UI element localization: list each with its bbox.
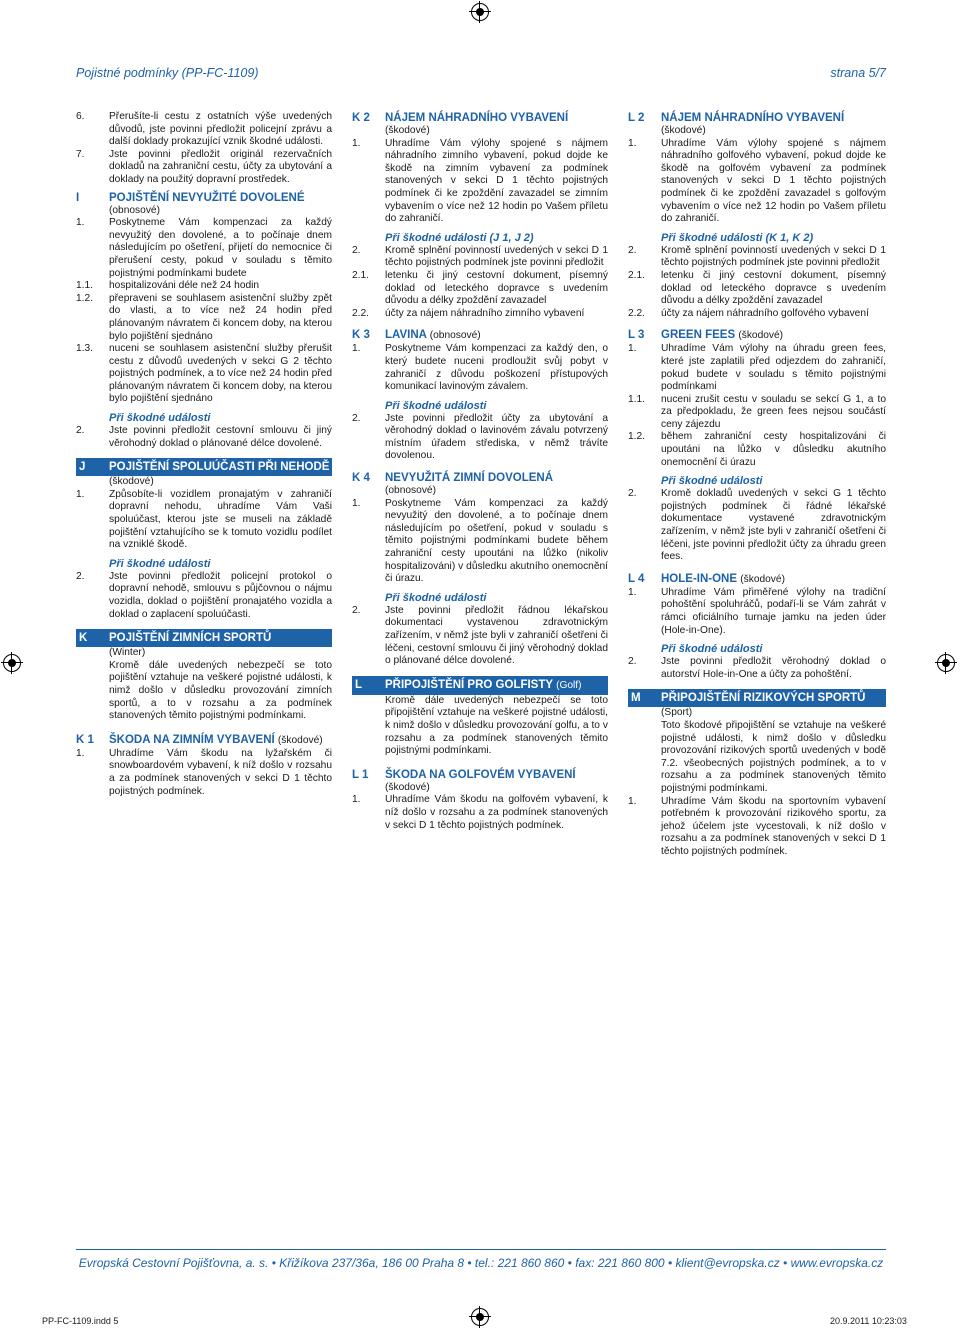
item-number: 1. — [628, 137, 637, 149]
section-l-heading — [352, 676, 608, 695]
section-title: POJIŠTĚNÍ SPOLUÚČASTI PŘI NEHODĚ — [109, 461, 330, 474]
item-text: Uhradíme Vám škodu na lyžařském či snowboardovém vybavení, k níž došlo v rozsahu a za podmínek stanovených v sekci D 1 těchto pojistných podmínek. — [109, 747, 332, 797]
claim-subheading: Při škodné události — [661, 475, 763, 488]
footer-divider — [76, 1249, 886, 1250]
list-item — [76, 571, 332, 621]
section-type: (škodové) — [661, 125, 706, 136]
item-text: Jste povinni předložit věrohodný doklad o autorství Hole-in-One a účty za pohoštění. — [661, 656, 886, 680]
numbered-list — [352, 245, 608, 321]
section-l3-heading — [628, 328, 886, 343]
item-text: nuceni zrušit cestu v souladu se sekcí G 1, a to za předpokladu, že green fees nejsou součástí ceny zájezdu — [661, 393, 886, 430]
claim-subheading: Při škodné události (J 1, J 2) — [385, 231, 534, 244]
item-text: hospitalizováni déle než 24 hodin — [109, 280, 260, 292]
numbered-list — [628, 343, 886, 469]
item-text: Kromě splnění povinností uvedených v sekci D 1 těchto pojistných podmínek jste povinni předložit — [661, 244, 886, 269]
numbered-list — [352, 413, 608, 463]
list-item — [628, 431, 886, 469]
claim-subheading: Při škodné události — [385, 591, 487, 604]
section-title: PŘIPOJIŠTĚNÍ PRO GOLFISTY — [385, 678, 553, 691]
item-number: 1. — [76, 217, 85, 229]
item-text: Uhradíme Vám výlohy na úhradu green fees, které jste zaplatili před odjezdem do zahraničí, pokud budete v souladu s těmito pojistnými podmínkami — [661, 343, 886, 393]
item-text: nuceni se souhlasem asistenční služby přerušit cestu z důvodů uvedených v sekci G 2 těchto pojistných podmínek, a to více než 24 hodin před plánovaným návratem či koncem doby, na kterou bylo pojištění sjednáno — [109, 343, 332, 405]
item-number: 1. — [628, 586, 637, 598]
section-title: LAVINA — [385, 329, 427, 342]
section-title: NÁJEM NÁHRADNÍHO VYBAVENÍ — [661, 112, 845, 124]
numbered-list — [76, 571, 332, 621]
registration-mark-right — [935, 652, 957, 674]
item-number: 1.2. — [76, 292, 93, 304]
section-type: (obnosové) — [385, 485, 436, 497]
list-item — [352, 138, 608, 226]
item-number: 1. — [628, 795, 637, 807]
section-code: L 4 — [628, 572, 645, 585]
item-text: přepraveni se souhlasem asistenční služby zpět do vlasti, a to více než 24 hodin před plánovaným návratem či koncem doby, na kterou bylo pojištění sjednáno — [109, 292, 332, 342]
item-text: Kromě splnění povinností uvedených v sekci D 1 těchto pojistných podmínek jste povinni předložit — [385, 244, 608, 269]
item-text: účty za nájem náhradního zimního vybavení — [385, 307, 585, 319]
section-intro: Toto škodové připojištění se vztahuje na veškeré pojistné události, k nimž došlo v důsledku provozování rizikových sportů uvedených v bodě 7.2. všeobecných pojistných podmínek, a to v rozsahu a za podmínek stanovených těmito pojistnými podmínkami. — [661, 719, 886, 794]
section-type: (obnosové) — [109, 204, 160, 216]
item-number: 2. — [628, 488, 637, 500]
list-item — [352, 605, 608, 668]
list-item — [76, 343, 332, 406]
section-i-heading — [76, 191, 332, 205]
item-number: 1. — [352, 497, 361, 509]
numbered-list — [628, 138, 886, 226]
item-text: Poskytneme Vám kompenzaci za každý nevyužitý den dovolené, a to počínaje dnem následujícím po ošetření, pokud v souladu s těmito pojistnými podmínkami budete během zahraniční cesty upoutáni na lůžko (nikoliv hospitalizováni) v důsledku akutního onemocnění či úrazu. — [385, 497, 608, 585]
list-item — [352, 245, 608, 270]
section-k3-heading — [352, 328, 608, 343]
list-item — [352, 343, 608, 393]
item-number: 1. — [76, 747, 85, 759]
item-number: 6. — [76, 111, 85, 122]
list-item — [352, 794, 608, 832]
section-type: (Golf) — [556, 679, 582, 691]
item-number: 2. — [352, 412, 361, 424]
list-item — [76, 149, 332, 187]
numbered-list — [352, 138, 608, 226]
item-number: 1. — [352, 794, 361, 806]
item-number: 1.1. — [76, 280, 93, 292]
list-item — [628, 656, 886, 681]
section-k4-heading — [352, 471, 608, 485]
section-code: L — [355, 678, 363, 691]
list-item — [76, 111, 332, 149]
numbered-list — [76, 217, 332, 406]
section-intro: Kromě dále uvedených nebezpečí se toto pojištění vztahuje na veškeré pojistné události, k nimž došlo v důsledku provozování zimních sportů, a to v rozsahu a za podmínek stanovených těmito pojistnými podmínkami. — [109, 659, 332, 722]
list-item — [628, 245, 886, 270]
section-code: K 4 — [352, 472, 370, 485]
list-item — [628, 796, 886, 859]
item-number: 1. — [76, 488, 85, 500]
item-number: 2.2. — [352, 307, 369, 319]
list-item — [352, 270, 608, 308]
item-number: 2. — [352, 244, 361, 256]
claim-subheading: Při škodné události — [385, 399, 487, 412]
item-text: během zahraniční cesty hospitalizováni či upoutáni na lůžko v důsledku akutního onemocnění či úrazu — [661, 431, 886, 468]
list-item — [76, 293, 332, 343]
list-item — [628, 343, 886, 393]
section-type: (škodové) — [740, 573, 785, 585]
section-code: M — [631, 692, 641, 705]
section-type: (škodové) — [385, 125, 430, 136]
section-l4-heading — [628, 572, 886, 587]
item-text: letenku či jiný cestovní dokument, písemný doklad od leteckého dopravce s uvedením důvodu a délky zpoždění zavazadel — [661, 269, 886, 307]
section-code: L 2 — [628, 112, 645, 124]
section-m-heading — [628, 689, 886, 707]
column-3 — [628, 111, 886, 859]
section-code: K 3 — [352, 329, 370, 342]
numbered-list — [352, 343, 608, 393]
numbered-list — [352, 498, 608, 586]
list-item — [628, 488, 886, 564]
list-item — [628, 308, 886, 321]
section-title: POJIŠTĚNÍ ZIMNÍCH SPORTŮ — [109, 632, 272, 645]
column-2 — [352, 111, 608, 832]
numbered-list — [628, 488, 886, 564]
item-number: 2.1. — [628, 269, 645, 281]
numbered-list — [628, 587, 886, 637]
item-text: Jste povinni předložit účty za ubytování a věrohodný doklad o lavinovém závalu potvrzený místním úřadem střediska, v němž trávíte dovolenou. — [385, 412, 608, 462]
footer-contact: Evropská Cestovní Pojišťovna, a. s. • Křižíkova 237/36a, 186 00 Praha 8 • tel.: 221 860 860 • fax: 221 860 800 • klient@evropska.cz • www.evropska.cz — [78, 1256, 884, 1270]
section-title: HOLE-IN-ONE — [661, 572, 738, 585]
item-number: 2.2. — [628, 307, 645, 319]
item-text: Uhradíme Vám výlohy spojené s nájmem náhradního golfového vybavení, pokud dojde ke škodě na golfovém vybavení za podmínek stanovených v sekci D 1 těchto pojistných podmínek či ke zpoždění zavazadel s golfovým vybavením o více než 12 hodin po Vašem příletu do zahraničí. — [661, 137, 886, 225]
slug-filename: PP-FC-1109.indd 5 — [42, 1316, 119, 1326]
section-code: L 1 — [352, 768, 369, 781]
claim-subheading: Při škodné události — [661, 643, 763, 656]
numbered-list — [352, 794, 608, 832]
item-text: Uhradíme Vám přiměřené výlohy na tradiční pohoštění spoluhráčů, podaří-li se Vám zahrát v rámci oficiálního turnaje jamku na jeden úder (Hole-in-One). — [661, 586, 886, 636]
item-number: 7. — [76, 148, 85, 160]
section-k1-heading — [76, 733, 332, 748]
slug-timestamp: 20.9.2011 10:23:03 — [830, 1316, 907, 1326]
document-title: Pojistné podmínky (PP-FC-1109) — [76, 66, 259, 80]
list-item — [352, 498, 608, 586]
list-item — [628, 270, 886, 308]
registration-mark-top — [469, 1, 491, 23]
section-l2-heading — [628, 111, 886, 125]
list-item — [628, 587, 886, 637]
item-text: Jste povinni předložit cestovní smlouvu či jiný věrohodný doklad o plánované délce dovolené. — [109, 425, 332, 449]
section-code: K 1 — [76, 733, 94, 746]
item-number: 1. — [628, 343, 637, 355]
section-type: (škodové) — [738, 330, 784, 342]
item-number: 1.1. — [628, 393, 645, 405]
section-code: K — [79, 632, 88, 645]
section-title: ŠKODA NA GOLFOVÉM VYBAVENÍ — [385, 768, 576, 781]
numbered-list — [76, 111, 332, 187]
claim-subheading: Při škodné události — [109, 412, 211, 425]
list-item — [628, 394, 886, 432]
claim-subheading: Při škodné události (K 1, K 2) — [661, 231, 814, 244]
section-l1-heading — [352, 768, 608, 782]
section-type: (Winter) — [109, 647, 146, 659]
numbered-list — [628, 656, 886, 681]
section-k-heading — [76, 629, 332, 647]
item-text: účty za nájem náhradního golfového vybavení — [661, 307, 869, 319]
item-number: 1.3. — [76, 343, 93, 355]
numbered-list — [628, 796, 886, 859]
section-code: I — [76, 191, 80, 204]
item-text: Jste povinni předložit policejní protokol o dopravní nehodě, smlouvu s půjčovnou o nájmu vozidla, doklad o pojištění pronajatého vozidla a doklad o zaplacení spoluúčasti. — [109, 570, 332, 620]
list-item — [76, 489, 332, 552]
item-text: Poskytneme Vám kompenzaci za každý den, o který budete nuceni prodloužit svůj pobyt v zahraničí z důvodu poškození přístupových komunikací lavinovým závalem. — [385, 343, 608, 393]
numbered-list — [76, 489, 332, 552]
section-title: PŘIPOJIŠTĚNÍ RIZIKOVÝCH SPORTŮ — [661, 692, 866, 705]
section-type: (obnosové) — [429, 330, 481, 342]
section-code: J — [79, 461, 86, 474]
item-text: Uhradíme Vám výlohy spojené s nájmem náhradního zimního vybavení, pokud dojde ke škodě na zimním vybavení za podmínek stanovených v sekci D 1 těchto pojistných podmínek či ke zpoždění zavazadel se zimním vybavením o více než 12 hodin po Vašem příletu do zahraničí. — [385, 137, 608, 225]
item-number: 1. — [352, 343, 361, 355]
item-number: 2. — [352, 604, 361, 616]
numbered-list — [628, 245, 886, 321]
section-code: K 2 — [352, 112, 370, 124]
list-item — [76, 217, 332, 280]
item-number: 2.1. — [352, 269, 369, 281]
section-k2-heading — [352, 111, 608, 125]
numbered-list — [76, 748, 332, 798]
item-text: letenku či jiný cestovní dokument, písemný doklad od leteckého dopravce s uvedením důvodu a délky zpoždění zavazadel — [385, 269, 608, 307]
claim-subheading: Při škodné události — [109, 557, 211, 570]
item-number: 2. — [628, 656, 637, 668]
numbered-list — [352, 605, 608, 668]
item-number: 2. — [76, 570, 85, 582]
item-number: 2. — [628, 244, 637, 256]
item-text: Uhradíme Vám škodu na sportovním vybavení potřebném k provozování rizikového sportu, za jehož účelem jste vycestovali, k níž došlo v rozsahu a za podmínek stanovených v sekci D 1 těchto pojistných podmínek. — [661, 795, 886, 857]
section-title: POJIŠTĚNÍ NEVYUŽITÉ DOVOLENÉ — [109, 191, 305, 204]
column-1 — [76, 111, 332, 798]
item-number: 1. — [352, 137, 361, 149]
section-title: NÁJEM NÁHRADNÍHO VYBAVENÍ — [385, 112, 569, 124]
numbered-list — [76, 425, 332, 450]
section-type: (škodové) — [385, 781, 430, 793]
list-item — [628, 138, 886, 226]
section-title: NEVYUŽITÁ ZIMNÍ DOVOLENÁ — [385, 472, 554, 485]
item-text: Kromě dokladů uvedených v sekci G 1 těchto pojistných podmínek či řádné lékařské dokumentace vystavené zdravotnickým zařízením, v němž jste byli v zahraničí ošetřeni či léčeni, jste povinni předložit účty za úhradu green fees. — [661, 488, 886, 563]
list-item — [352, 413, 608, 463]
item-text: Uhradíme Vám škodu na golfovém vybavení, k níž došlo v rozsahu a za podmínek stanovených v sekci D 1 těchto pojistných podmínek. — [385, 794, 608, 831]
registration-mark-left — [1, 652, 23, 674]
section-type: (škodové) — [277, 734, 323, 746]
list-item — [76, 280, 332, 293]
list-item — [76, 748, 332, 798]
page-number: strana 5/7 — [830, 66, 886, 80]
registration-mark-bottom — [469, 1306, 491, 1328]
section-title: ŠKODA NA ZIMNÍM VYBAVENÍ — [109, 733, 275, 746]
item-number: 2. — [76, 425, 85, 437]
item-text: Jste povinni předložit řádnou lékařskou dokumentaci vystavenou zdravotnickým zařízením, v němž jste byli v zahraničí ošetřeni či léčeni, cestovní smlouvu či jiný věrohodný doklad o plánované délce dovolené. — [385, 604, 608, 667]
item-text: Přerušíte-li cestu z ostatních výše uvedených důvodů, jste povinni předložit policejní zprávu a další doklady prokazující vznik škodné události. — [109, 111, 332, 148]
list-item — [76, 425, 332, 450]
section-j-heading — [76, 458, 332, 476]
item-number: 1.2. — [628, 431, 645, 443]
section-code: L 3 — [628, 329, 645, 342]
item-text: Poskytneme Vám kompenzaci za každý nevyužitý den dovolené, a to počínaje dnem následujícím po ošetření, přijetí do nemocnice či přerušení cesty, pokud v souladu s těmito pojistnými podmínkami budete — [109, 217, 332, 279]
section-type: (Sport) — [661, 707, 693, 719]
section-type: (škodové) — [109, 476, 154, 488]
list-item — [352, 308, 608, 321]
section-intro: Kromě dále uvedených nebezpečí se toto připojištění vztahuje na veškeré pojistné události, k nimž došlo v důsledku provozování golfu, a to v rozsahu a za podmínek stanovených těmito pojistnými podmínkami. — [385, 694, 608, 757]
item-text: Jste povinni předložit originál rezervačních dokladů na zahraniční cestu, účty za ubytování a doklady na použitý dopravní prostředek. — [109, 148, 332, 185]
section-title: GREEN FEES — [661, 329, 736, 342]
item-text: Způsobíte-li vozidlem pronajatým v zahraničí dopravní nehodu, uhradíme Vám Vaši spoluúčast, kterou jste se museli na základě pojištění vztahujícího se k tomuto vozidlu podílet na vzniklé škodě. — [109, 488, 332, 551]
